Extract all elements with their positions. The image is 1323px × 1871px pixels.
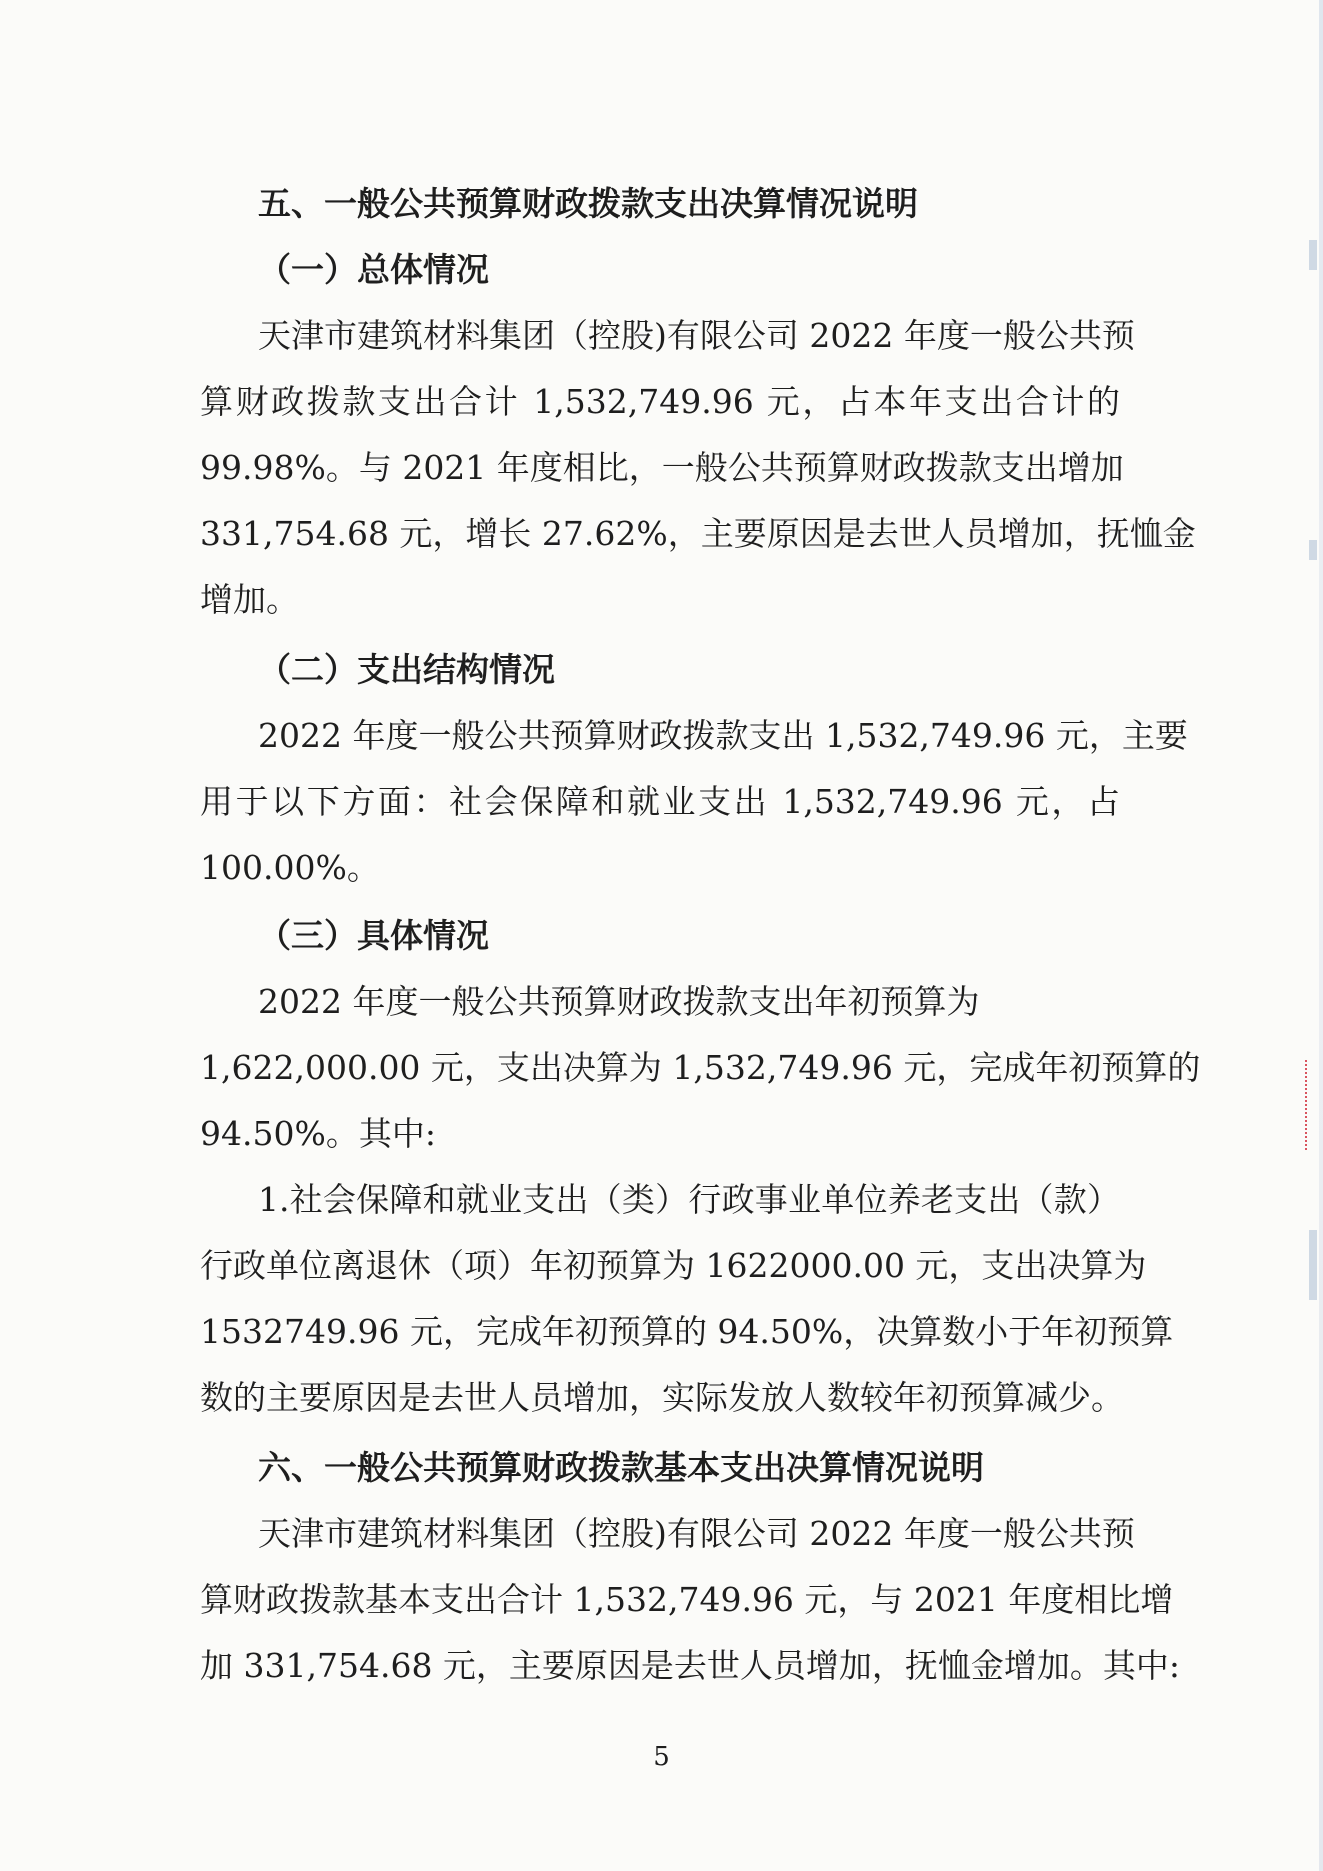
paragraph-line: 100.00%。 xyxy=(200,848,380,887)
scan-mark xyxy=(1309,1230,1317,1300)
seal-edge-mark xyxy=(1305,1060,1321,1150)
paragraph-line: 算财政拨款基本支出合计 1,532,749.96 元，与 2021 年度相比增 xyxy=(200,1580,1174,1619)
paragraph-line: 1,622,000.00 元，支出决算为 1,532,749.96 元，完成年初预算的 xyxy=(200,1048,1201,1087)
paragraph-line: 天津市建筑材料集团（控股)有限公司 2022 年度一般公共预 xyxy=(258,1514,1135,1553)
paragraph-line: 算财政拨款支出合计 1,532,749.96 元，占本年支出合计的 xyxy=(200,382,1120,421)
paragraph-line: 行政单位离退休（项）年初预算为 1622000.00 元，支出决算为 xyxy=(200,1246,1147,1285)
paragraph-line: 331,754.68 元，增长 27.62%，主要原因是去世人员增加，抚恤金 xyxy=(200,514,1196,553)
paragraph-line: 1532749.96 元，完成年初预算的 94.50%，决算数小于年初预算 xyxy=(200,1312,1174,1351)
page-number: 5 xyxy=(653,1742,670,1772)
subsection-1-heading: （一）总体情况 xyxy=(258,250,489,289)
paragraph-line: 2022 年度一般公共预算财政拨款支出年初预算为 xyxy=(258,982,980,1021)
paragraph-line: 99.98%。与 2021 年度相比，一般公共预算财政拨款支出增加 xyxy=(200,448,1124,487)
subsection-3-heading: （三）具体情况 xyxy=(258,916,489,955)
section-6-heading: 六、一般公共预算财政拨款基本支出决算情况说明 xyxy=(258,1448,984,1487)
scan-mark xyxy=(1309,240,1317,270)
paragraph-line: 加 331,754.68 元，主要原因是去世人员增加，抚恤金增加。其中: xyxy=(200,1646,1181,1685)
paragraph-line: 1.社会保障和就业支出（类）行政事业单位养老支出（款） xyxy=(258,1180,1120,1219)
paragraph-line: 2022 年度一般公共预算财政拨款支出 1,532,749.96 元，主要 xyxy=(258,716,1188,755)
scan-mark xyxy=(1309,540,1317,560)
paragraph-line: 数的主要原因是去世人员增加，实际发放人数较年初预算减少。 xyxy=(200,1378,1124,1417)
paragraph-line: 94.50%。其中: xyxy=(200,1114,436,1153)
section-5-heading: 五、一般公共预算财政拨款支出决算情况说明 xyxy=(258,184,918,223)
paragraph-line: 天津市建筑材料集团（控股)有限公司 2022 年度一般公共预 xyxy=(258,316,1135,355)
subsection-2-heading: （二）支出结构情况 xyxy=(258,650,555,689)
scan-edge-shadow xyxy=(1319,0,1323,1871)
paragraph-line: 用于以下方面：社会保障和就业支出 1,532,749.96 元，占 xyxy=(200,782,1120,821)
paragraph-line: 增加。 xyxy=(200,580,299,619)
